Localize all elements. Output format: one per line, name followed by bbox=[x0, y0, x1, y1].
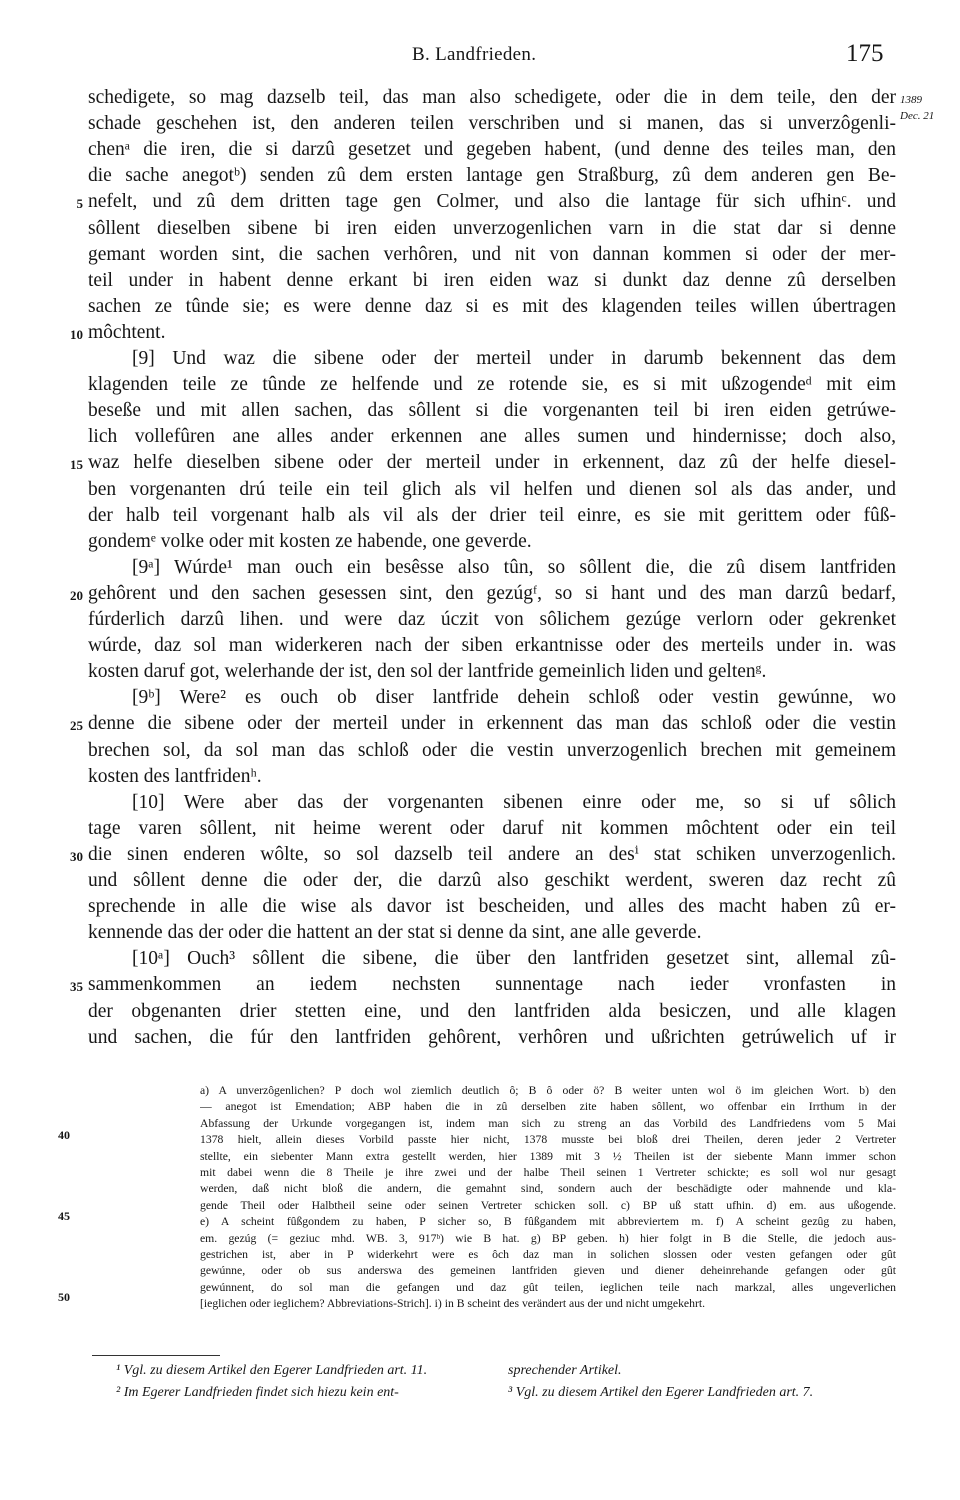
margin-year: 1389 bbox=[900, 94, 922, 106]
text-line: sammenkommen an iedem nechsten sunnentage nach ieder vronfasten in bbox=[88, 974, 896, 996]
text-line: [10] Were aber das der vorgenanten sibenen einre oder me, so si uf sôlich bbox=[132, 791, 896, 813]
apparatus-line: — anegot ist Emendation; ABP haben die in zû derselben zite haben sôllent, wo offenbar ein Irrthum in der bbox=[200, 1100, 896, 1114]
text-line: [9ᵇ] Were² es ouch ob diser lantfride dehein schloß oder vestin gewúnne, wo bbox=[132, 687, 896, 709]
footnote-2-continued: sprechender Artikel. bbox=[508, 1363, 622, 1378]
line-number: 10 bbox=[70, 326, 83, 342]
text-line: der obgenanten drier stetten eine, und den lantfriden alda besiczen, und alle klagen bbox=[88, 1000, 896, 1022]
apparatus-line: gewúnnent, do sol man die gefangen und daz gût teilen, ieglichen teile nach markzal, alles ungeverlichen bbox=[200, 1280, 896, 1294]
margin-date: Dec. 21 bbox=[900, 110, 935, 122]
footnote-3: ³ Vgl. zu diesem Artikel den Egerer Landfrieden art. 7. bbox=[508, 1385, 814, 1400]
apparatus-line: Abfassung der Urkunde vorgegangen ist, indem man sich zu streng an das Vorbild des Landfriedens vom 5 Mai bbox=[200, 1116, 896, 1130]
text-line: wúrde, daz sol man widerkeren nach der siben erkantnisse oder des merteils under in. was bbox=[88, 635, 896, 657]
line-number: 30 bbox=[70, 848, 83, 864]
text-line: sachen ze tûnde sie; es were denne daz si es mit des klagenden teiles willen úbertragen bbox=[88, 295, 896, 317]
text-line: brechen sol, da sol man das schloß oder die vestin unverzogenlich brechen mit gemeinem bbox=[88, 739, 896, 761]
text-line: fúrderlich darzû lihen. und were daz úczit von sôlichem gezúge verlorn oder gekrenket bbox=[88, 609, 896, 630]
apparatus-line: a) A unverzôgenlichen? P doch wol ziemlich deutlich ô; B ô oder ö? B weiter unten wol ö im gleichen Wort. b) den bbox=[200, 1084, 896, 1097]
apparatus-line-number: 40 bbox=[58, 1128, 70, 1142]
text-line: gehôrent und den sachen gesessen sint, den gezúgᶠ, so si hant und des man darzû bedarf, bbox=[88, 582, 896, 604]
apparatus-line: gestrichen ist, aber in P widerkehrt were es ôch daz man in solichen slossen oder vesten gefangen oder gût bbox=[200, 1247, 896, 1261]
text-line: und sôllent denne die oder der, die darzû also geschikt werdent, sweren daz recht zû bbox=[88, 870, 896, 891]
text-line: beseße und mit allen sachen, das sôllent si die vorgenanten teil bi iren eiden getrúwe- bbox=[88, 400, 896, 422]
apparatus-line: werden, daß nicht bloß die andern, die gemahnt sind, sondern auch der beschädigte oder mahnende und kla- bbox=[200, 1182, 896, 1196]
text-line: schedigete, so mag dazselb teil, das man also schedigete, oder die in dem teile, den der bbox=[88, 87, 896, 108]
text-line: nefelt, und zû dem dritten tage gen Colmer, und also die lantage für sich ufhinᶜ. und bbox=[88, 191, 896, 213]
apparatus-line: gewúnne, oder ob sus anderswa des gemeinen lantfriden gieven und diener deheinrehande gefangen oder gût bbox=[200, 1264, 896, 1278]
line-number: 5 bbox=[76, 196, 83, 212]
text-line: denne die sibene oder der merteil under in erkennent das man das schloß oder die vestin bbox=[88, 713, 896, 735]
text-line: ben vorgenanten drú teile ein teil glich als vil helfen und dienen sol als das ander, und bbox=[88, 478, 896, 500]
text-line: [9ᵃ] Wúrde¹ man ouch ein besêsse also tûn, so sôllent die, die zû disem lantfriden bbox=[132, 556, 896, 578]
text-line: tage varen sôllent, nit heime werent oder daruf nit kommen môchtent oder ein teil bbox=[88, 817, 896, 839]
footnote-1: ¹ Vgl. zu diesem Artikel den Egerer Landfrieden art. 11. bbox=[116, 1363, 428, 1378]
line-number: 15 bbox=[70, 457, 83, 473]
text-line: [9] Und waz die sibene oder der merteil under in darumb bekennent das dem bbox=[132, 348, 896, 369]
text-line: [10ᵃ] Ouch³ sôllent die sibene, die über den lantfriden gesetzet sint, allemal zû- bbox=[132, 948, 896, 970]
text-line: sôllent dieselben sibene bi iren eiden unverzogenlichen varn in die stat dar si denne bbox=[88, 217, 896, 239]
line-number: 25 bbox=[70, 718, 83, 734]
footnote-rule bbox=[92, 1355, 220, 1356]
text-line: und sachen, die fúr den lantfriden gehôrent, verhôren und ußrichten getrúwelich uf ir bbox=[88, 1026, 896, 1048]
text-line: der halb teil vorgenant halb als vil als der drier teil einre, es sie mit gerittem oder fûß- bbox=[88, 504, 896, 526]
footnote-2: ² Im Egerer Landfrieden findet sich hiezu kein ent- bbox=[116, 1385, 399, 1400]
text-line: gondemᵉ volke oder mit kosten ze habende, one geverde. bbox=[88, 530, 532, 552]
text-line: chenᵃ die iren, die si darzû gesetzet und gegeben habent, (und denne des teiles man, den bbox=[88, 139, 896, 161]
text-line: môchtent. bbox=[88, 321, 166, 343]
text-line: sprechende in alle die wise als davor ist bescheiden, und alles des macht haben zû er- bbox=[88, 896, 896, 918]
text-line: kennende das der oder die hattent an der stat si denne da sint, ane alle geverde. bbox=[88, 922, 702, 944]
page-header bbox=[0, 40, 960, 74]
text-line: gemant worden sint, die sachen verhôren, und nit von dannan kommen si oder der mer- bbox=[88, 243, 896, 265]
text-line: klagenden teile ze tûnde ze helfende und ze rotende sie, es si mit ußzogendeᵈ mit eim bbox=[88, 374, 896, 396]
apparatus-line: gende Theil oder Halbtheil seine oder seinen Vertreter schicken soll. c) BP uß statt ufhin. d) em. aus ußogende. bbox=[200, 1198, 896, 1212]
apparatus-line: stellte, ein siebenter Mann extra gestellt werden, hier 1389 mit 3 ½ Theilen ist der siebente Mann immer schon bbox=[200, 1149, 896, 1163]
apparatus-line: e) A scheint fûßgondem zu haben, P sicher so, B fûßgandem mit abbreviertem m. f) A scheint gezûg zu haben, bbox=[200, 1215, 896, 1229]
text-line: waz helfe dieselben sibene oder der merteil under in erkennent, daz zû der helfe diesel- bbox=[88, 452, 896, 474]
text-line: die sinen enderen wôlte, so sol dazselb teil andere an desⁱ stat schiken unverzogenlich. bbox=[88, 843, 896, 865]
apparatus-line: 1378 hielt, allein dieses Vorbild passte hier nicht, 1378 musste bei bloß drei Theilen, deren jeder 2 Vertreter bbox=[200, 1133, 896, 1147]
line-number: 20 bbox=[70, 587, 83, 603]
running-title: B. Landfrieden. bbox=[412, 44, 537, 65]
text-line: die sache anegotᵇ) senden zû dem ersten lantage gen Straßburg, zû dem anderen gen Be- bbox=[88, 165, 896, 187]
text-line: kosten daruf got, welerhande der ist, den sol der lantfride gemeinlich liden und geltenᵍ. bbox=[88, 661, 767, 683]
text-line: kosten des lantfridenʰ. bbox=[88, 765, 262, 787]
apparatus-line-number: 50 bbox=[58, 1290, 70, 1304]
text-line: schade geschehen ist, den anderen teilen verschriben und si manen, das si unverzôgenli- bbox=[88, 113, 896, 135]
apparatus-line: [ieglichen oder ieglichem? Abbreviations-Strich]. i) in B scheint des verändert aus der und nicht umgekehrt. bbox=[200, 1297, 706, 1311]
text-line: teil under in habent denne erkant bi iren eiden waz si dunkt daz denne zû derselben bbox=[88, 269, 896, 291]
apparatus-line: em. gezúg (= geziuc mhd. WB. 3, 917ᵇ) wie B hat. g) BP geben. h) hier folgt in B die Stelle, die jedoch aus- bbox=[200, 1231, 896, 1245]
text-line: lich vollefûren ane alles ander erkennen ane alles sumen und hindernisse; doch also, bbox=[88, 426, 896, 448]
apparatus-line-number: 45 bbox=[58, 1209, 70, 1223]
page-number: 175 bbox=[846, 40, 884, 67]
critical-apparatus bbox=[200, 1083, 896, 1312]
line-number: 35 bbox=[70, 979, 83, 995]
apparatus-line: mit dabei wenn die 8 Theile je ihre zwei und der halbe Theil seinen 1 Vertreter schickte; es soll wol nur gesagt bbox=[200, 1165, 896, 1179]
